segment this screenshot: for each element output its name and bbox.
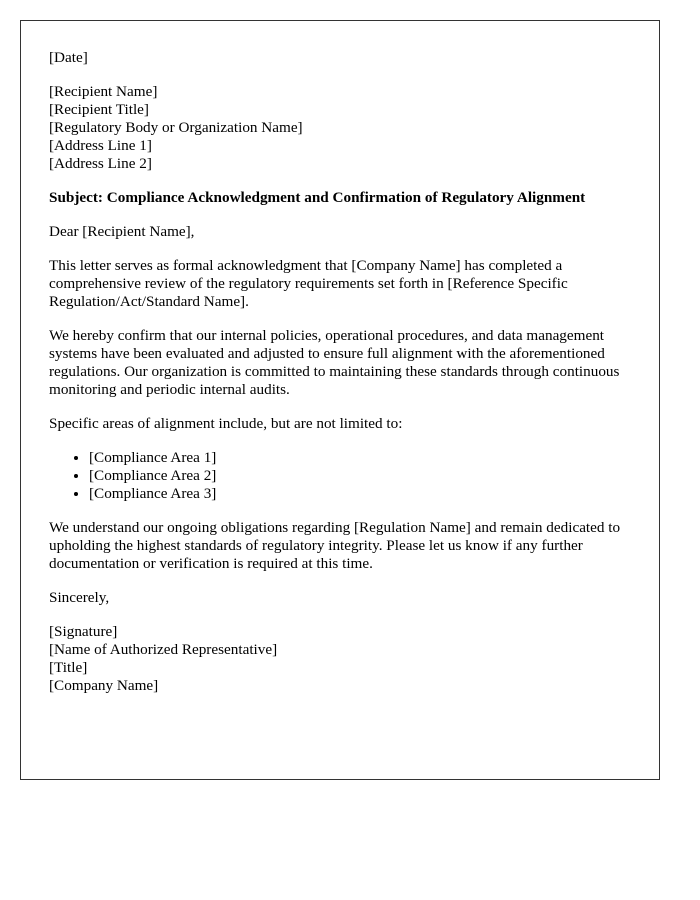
representative-name: [Name of Authorized Representative] bbox=[49, 641, 278, 658]
closing: Sincerely, bbox=[49, 589, 110, 606]
signature-block bbox=[49, 623, 631, 695]
paragraph-obligations: We understand our ongoing obligations regarding [Regulation Name] and remain dedicated to upholding the highest standards of regulatory integrity. Please let us know if any further documentation or verification is required at this time. bbox=[49, 519, 621, 572]
representative-title: [Title] bbox=[49, 659, 88, 676]
list-item: • [Compliance Area 2] bbox=[89, 467, 631, 485]
address-line-2: [Address Line 2] bbox=[49, 155, 152, 172]
paragraph-acknowledgment: This letter serves as formal acknowledgment that [Company Name] has completed a comprehensive review of the regulatory requirements set forth in [Reference Specific Regulation/Act/Standard Name]. bbox=[49, 257, 568, 310]
signature: [Signature] bbox=[49, 623, 118, 640]
list-item: • [Compliance Area 3] bbox=[89, 485, 631, 503]
salutation: Dear [Recipient Name], bbox=[49, 223, 195, 240]
recipient-title: [Recipient Title] bbox=[49, 101, 149, 118]
recipient-block bbox=[49, 83, 631, 173]
paragraph-areas-intro: Specific areas of alignment include, but are not limited to: bbox=[49, 415, 403, 432]
subject-line: Subject: Compliance Acknowledgment and Confirmation of Regulatory Alignment bbox=[49, 189, 586, 206]
company-name: [Company Name] bbox=[49, 677, 159, 694]
paragraph-confirmation: We hereby confirm that our internal policies, operational procedures, and data management systems have been evaluated and adjusted to ensure full alignment with the aforementioned regulations. Our organization is committed to maintaining these standards through continuous monitoring and periodic internal audits. bbox=[49, 327, 620, 398]
recipient-organization: [Regulatory Body or Organization Name] bbox=[49, 119, 303, 136]
list-item: • [Compliance Area 1] bbox=[89, 449, 631, 467]
letter-page bbox=[20, 20, 660, 780]
date-line: [Date] bbox=[49, 49, 88, 66]
address-line-1: [Address Line 1] bbox=[49, 137, 152, 154]
compliance-areas-list bbox=[49, 449, 631, 503]
recipient-name: [Recipient Name] bbox=[49, 83, 158, 100]
